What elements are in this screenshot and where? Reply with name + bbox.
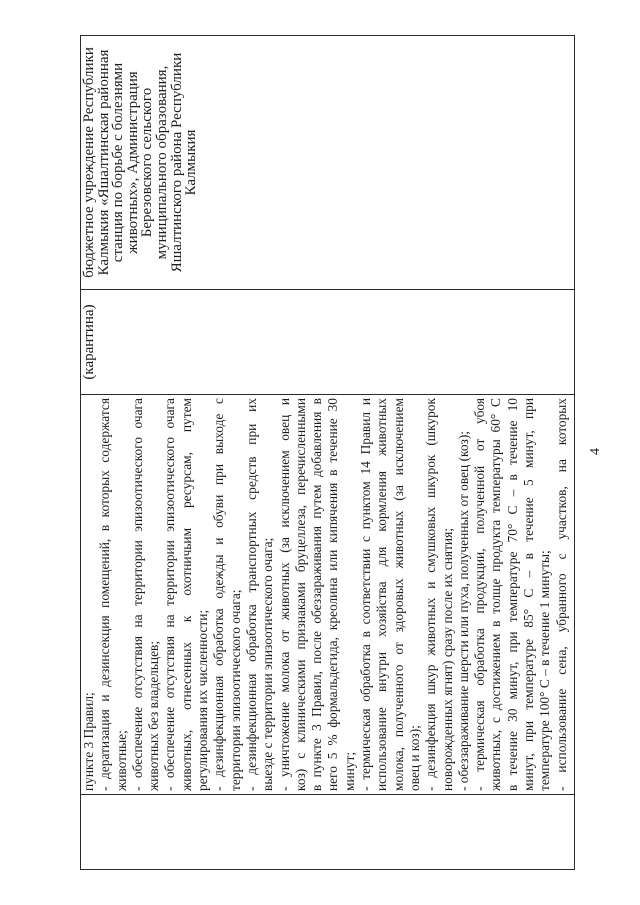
measure-line: - дезинфекция шкур животных и смушковых шкурок (шкурок	[423, 398, 439, 791]
measure-line: минут;	[341, 751, 357, 791]
measure-line: использование внутри хозяйства для кормления животных	[374, 398, 390, 791]
responsible-line: Калмыкия «Яшалтинская районная	[95, 49, 112, 276]
measure-line: пункте 3 Правил;	[81, 692, 96, 791]
measure-line: коз) с клиническими признаками бруцеллеза, перечисленными	[292, 398, 308, 791]
term-cell	[81, 289, 574, 394]
responsible-line: Калмыкия	[183, 129, 200, 196]
measure-line: животных, с достижением в толще продукта температуры 60° С	[488, 398, 504, 791]
measure-line: молока, полученного от здоровых животных (за исключением	[390, 398, 406, 791]
measure-line: минут, при температуре 85° С – в течение 5 минут, при	[521, 398, 537, 791]
measure-line: животных, отнесенных к охотничьим ресурсам, путем	[178, 398, 194, 791]
measure-line: - уничтожение молока от животных (за исключением овец и	[276, 398, 292, 791]
measure-line: - использование сена, убранного с участков, на которых	[553, 398, 569, 791]
measure-line: в течение 30 минут, при температуре 70° С – в течение 10	[504, 398, 520, 791]
measure-line: регулирования их численности;	[195, 609, 211, 791]
measure-line: животных без владельцев;	[146, 640, 162, 791]
responsible-cell	[81, 36, 574, 289]
measure-line: него 5 % формальдегида, креолина или кипячения в течение 30	[325, 398, 341, 791]
measure-line: температуре 100° С – в течение 1 минуты;	[537, 550, 553, 791]
measure-line: территории эпизоотического очага;	[227, 589, 243, 791]
page-number: 4	[588, 448, 603, 455]
responsible-line: муниципального образования,	[153, 65, 170, 260]
measure-line: - термическая обработка продукции, полученной от убоя	[472, 398, 488, 791]
responsible-line: Яшалтинского района Республики	[168, 52, 185, 273]
measure-line: животные;	[113, 730, 129, 791]
measure-line: - дезинфекционная обработка транспортных средств при их	[243, 398, 259, 791]
responsible-line: станция по борьбе с болезнями	[110, 62, 127, 263]
measure-line: выезде с территории эпизоотического очага;	[260, 537, 276, 791]
row-number-cell	[81, 794, 574, 869]
responsible-line: Березовского сельского	[139, 87, 156, 238]
measure-line: - термическая обработка в соответствии с пунктом 14 Правил и	[358, 398, 374, 791]
term-text: (карантина)	[81, 304, 97, 380]
measure-line: - обеспечение отсутствия на территории эпизоотического очага	[129, 398, 145, 791]
measure-line: в пункте 3 Правил, после обеззараживания путем добавления в	[309, 398, 325, 791]
measures-table	[80, 35, 575, 870]
measure-line: - дератизация и дезинсекция помещений, в которых содержатся	[97, 398, 113, 791]
responsible-line: животных», Администрация	[124, 71, 141, 254]
measure-line: - обеззараживание шерсти или пуха, полученных от овец (коз);	[455, 430, 471, 791]
measure-line: овец и коз);	[406, 725, 422, 791]
measure-line: - дезинфекционная обработка одежды и обуви при выходе с	[211, 398, 227, 791]
measures-cell	[81, 394, 574, 794]
responsible-line: бюджетное учреждение Республики	[81, 47, 97, 278]
measure-line: новорожденных ягнят) сразу после их снятия;	[439, 528, 455, 791]
measure-line: - обеспечение отсутствия на территории эпизоотического очага	[162, 398, 178, 791]
